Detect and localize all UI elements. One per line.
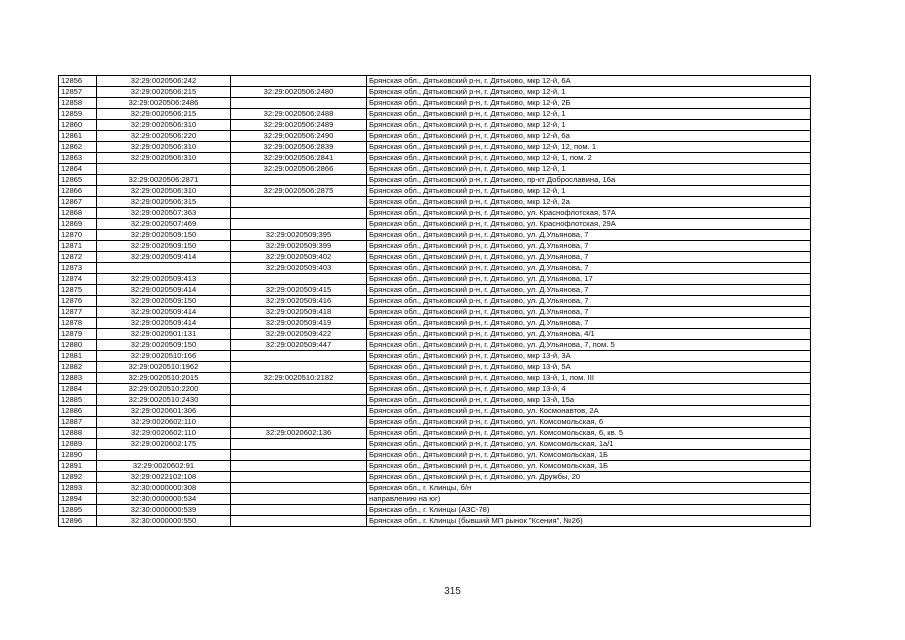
- table-row: [59, 450, 811, 461]
- related-cadastral-number-cell: 32:29:0020509:402: [231, 252, 367, 263]
- related-cadastral-number-cell: [231, 505, 367, 516]
- register-table: [58, 75, 811, 527]
- cadastral-number-cell: 32:29:0020506:2871: [97, 175, 231, 186]
- table-row: [59, 351, 811, 362]
- related-cadastral-number-cell: [231, 98, 367, 109]
- related-cadastral-number-cell: 32:29:0020510:2182: [231, 373, 367, 384]
- record-number-cell: 12874: [59, 274, 97, 285]
- record-number-cell: 12858: [59, 98, 97, 109]
- record-number-cell: 12894: [59, 494, 97, 505]
- address-cell: Брянская обл., Дятьковский р-н, г. Дятьково, мкр 13-й, 15а: [367, 395, 811, 406]
- record-number-cell: 12866: [59, 186, 97, 197]
- table-row: [59, 439, 811, 450]
- related-cadastral-number-cell: 32:29:0020509:416: [231, 296, 367, 307]
- address-cell: Брянская обл., Дятьковский р-н, г. Дятьково, пр-кт Доброславина, 16а: [367, 175, 811, 186]
- cadastral-number-cell: 32:29:0020510:166: [97, 351, 231, 362]
- cadastral-number-cell: 32:29:0020506:215: [97, 109, 231, 120]
- table-row: [59, 461, 811, 472]
- table-row: [59, 164, 811, 175]
- cadastral-number-cell: 32:30:0000000:550: [97, 516, 231, 527]
- related-cadastral-number-cell: [231, 483, 367, 494]
- table-row: [59, 186, 811, 197]
- related-cadastral-number-cell: 32:29:0020509:415: [231, 285, 367, 296]
- cadastral-number-cell: 32:29:0020509:414: [97, 285, 231, 296]
- address-cell: Брянская обл., Дятьковский р-н, г. Дятьково, мкр 12-й, 6а: [367, 131, 811, 142]
- table-row: [59, 307, 811, 318]
- table-row: [59, 329, 811, 340]
- address-cell: Брянская обл., Дятьковский р-н, г. Дятьково, ул. Д.Ульянова, 4/1: [367, 329, 811, 340]
- related-cadastral-number-cell: [231, 406, 367, 417]
- related-cadastral-number-cell: 32:29:0020509:419: [231, 318, 367, 329]
- record-number-cell: 12875: [59, 285, 97, 296]
- table-row: [59, 395, 811, 406]
- address-cell: Брянская обл., Дятьковский р-н, г. Дятьково, мкр 12-й, 2Б: [367, 98, 811, 109]
- cadastral-number-cell: 32:30:0000000:308: [97, 483, 231, 494]
- record-number-cell: 12867: [59, 197, 97, 208]
- address-cell: Брянская обл., Дятьковский р-н, г. Дятьково, ул. Д.Ульянова, 7: [367, 285, 811, 296]
- table-row: [59, 175, 811, 186]
- table-row: [59, 197, 811, 208]
- address-cell: Брянская обл., Дятьковский р-н, г. Дятьково, ул. Д.Ульянова, 7: [367, 296, 811, 307]
- cadastral-number-cell: 32:29:0022102:108: [97, 472, 231, 483]
- cadastral-number-cell: 32:29:0020602:110: [97, 428, 231, 439]
- address-cell: Брянская обл., Дятьковский р-н, г. Дятьково, мкр 12-й, 1: [367, 164, 811, 175]
- address-cell: Брянская обл., Дятьковский р-н, г. Дятьково, ул. Д.Ульянова, 7: [367, 230, 811, 241]
- record-number-cell: 12878: [59, 318, 97, 329]
- record-number-cell: 12870: [59, 230, 97, 241]
- cadastral-number-cell: 32:29:0020506:310: [97, 142, 231, 153]
- related-cadastral-number-cell: [231, 461, 367, 472]
- page-number: 315: [444, 586, 461, 597]
- address-cell: Брянская обл., Дятьковский р-н, г. Дятьково, ул. Д.Ульянова, 7: [367, 307, 811, 318]
- address-cell: Брянская обл., Дятьковский р-н, г. Дятьково, мкр 12-й, 1, пом. 2: [367, 153, 811, 164]
- cadastral-number-cell: 32:29:0020509:413: [97, 274, 231, 285]
- cadastral-number-cell: 32:29:0020506:315: [97, 197, 231, 208]
- related-cadastral-number-cell: 32:29:0020509:422: [231, 329, 367, 340]
- cadastral-number-cell: 32:29:0020601:306: [97, 406, 231, 417]
- record-number-cell: 12886: [59, 406, 97, 417]
- related-cadastral-number-cell: 32:29:0020506:2480: [231, 87, 367, 98]
- cadastral-number-cell: 32:30:0000000:539: [97, 505, 231, 516]
- address-cell: Брянская обл., Дятьковский р-н, г. Дятьково, ул. Краснофлотская, 29А: [367, 219, 811, 230]
- cadastral-number-cell: 32:29:0020506:220: [97, 131, 231, 142]
- cadastral-number-cell: 32:29:0020509:150: [97, 230, 231, 241]
- related-cadastral-number-cell: [231, 494, 367, 505]
- cadastral-number-cell: 32:29:0020501:131: [97, 329, 231, 340]
- related-cadastral-number-cell: [231, 417, 367, 428]
- related-cadastral-number-cell: 32:29:0020509:403: [231, 263, 367, 274]
- related-cadastral-number-cell: 32:29:0020602:136: [231, 428, 367, 439]
- related-cadastral-number-cell: [231, 197, 367, 208]
- address-cell: Брянская обл., Дятьковский р-н, г. Дятьково, мкр 12-й, 2а: [367, 197, 811, 208]
- related-cadastral-number-cell: [231, 76, 367, 87]
- related-cadastral-number-cell: [231, 175, 367, 186]
- table-row: [59, 285, 811, 296]
- related-cadastral-number-cell: 32:29:0020506:2839: [231, 142, 367, 153]
- related-cadastral-number-cell: 32:29:0020509:418: [231, 307, 367, 318]
- cadastral-number-cell: 32:29:0020507:363: [97, 208, 231, 219]
- record-number-cell: 12884: [59, 384, 97, 395]
- address-cell: Брянская обл., Дятьковский р-н, г. Дятьково, мкр 12-й, 1: [367, 87, 811, 98]
- table-row: [59, 98, 811, 109]
- table-row: [59, 120, 811, 131]
- cadastral-number-cell: [97, 450, 231, 461]
- address-cell: Брянская обл., Дятьковский р-н, г. Дятьково, ул. Краснофлотская, 57А: [367, 208, 811, 219]
- table-row: [59, 472, 811, 483]
- address-cell: Брянская обл., Дятьковский р-н, г. Дятьково, ул. Д.Ульянова, 7: [367, 252, 811, 263]
- table-row: [59, 274, 811, 285]
- cadastral-number-cell: 32:29:0020506:310: [97, 153, 231, 164]
- record-number-cell: 12880: [59, 340, 97, 351]
- related-cadastral-number-cell: 32:29:0020506:2488: [231, 109, 367, 120]
- address-cell: Брянская обл., Дятьковский р-н, г. Дятьково, ул. Д.Ульянова, 7: [367, 263, 811, 274]
- address-cell: Брянская обл., Дятьковский р-н, г. Дятьково, ул. Д.Ульянова, 7: [367, 318, 811, 329]
- address-cell: Брянская обл., Дятьковский р-н, г. Дятьково, мкр 13-й, 4: [367, 384, 811, 395]
- record-number-cell: 12879: [59, 329, 97, 340]
- address-cell: Брянская обл., Дятьковский р-н, г. Дятьково, ул. Комсомольская, 1Б: [367, 461, 811, 472]
- table-row: [59, 241, 811, 252]
- record-number-cell: 12869: [59, 219, 97, 230]
- cadastral-number-cell: 32:29:0020506:2486: [97, 98, 231, 109]
- table-row: [59, 428, 811, 439]
- record-number-cell: 12895: [59, 505, 97, 516]
- table-row: [59, 373, 811, 384]
- address-cell: Брянская обл., Дятьковский р-н, г. Дятьково, мкр 12-й, 1: [367, 186, 811, 197]
- cadastral-number-cell: 32:29:0020510:2430: [97, 395, 231, 406]
- related-cadastral-number-cell: [231, 439, 367, 450]
- cadastral-number-cell: 32:29:0020509:150: [97, 340, 231, 351]
- cadastral-number-cell: 32:29:0020506:310: [97, 186, 231, 197]
- table-row: [59, 505, 811, 516]
- address-cell: Брянская обл., г. Клинцы (АЗС-78): [367, 505, 811, 516]
- table-row: [59, 384, 811, 395]
- address-cell: Брянская обл., Дятьковский р-н, г. Дятьково, мкр 12-й, 6А: [367, 76, 811, 87]
- address-cell: Брянская обл., Дятьковский р-н, г. Дятьково, ул. Комсомольская, 1Б: [367, 450, 811, 461]
- address-cell: Брянская обл., Дятьковский р-н, г. Дятьково, мкр 12-й, 1: [367, 109, 811, 120]
- related-cadastral-number-cell: [231, 362, 367, 373]
- table-row: [59, 296, 811, 307]
- cadastral-number-cell: 32:29:0020509:414: [97, 252, 231, 263]
- record-number-cell: 12883: [59, 373, 97, 384]
- cadastral-number-cell: 32:29:0020509:414: [97, 318, 231, 329]
- related-cadastral-number-cell: 32:29:0020506:2866: [231, 164, 367, 175]
- record-number-cell: 12888: [59, 428, 97, 439]
- record-number-cell: 12892: [59, 472, 97, 483]
- record-number-cell: 12863: [59, 153, 97, 164]
- table-row: [59, 494, 811, 505]
- cadastral-number-cell: 32:29:0020506:242: [97, 76, 231, 87]
- address-cell: Брянская обл., Дятьковский р-н, г. Дятьково, ул. Комсомольская, 6, кв. 5: [367, 428, 811, 439]
- table-row: [59, 483, 811, 494]
- related-cadastral-number-cell: [231, 395, 367, 406]
- address-cell: направлению на юг): [367, 494, 811, 505]
- cadastral-number-cell: 32:29:0020506:215: [97, 87, 231, 98]
- cadastral-number-cell: 32:29:0020602:175: [97, 439, 231, 450]
- address-cell: Брянская обл., Дятьковский р-н, г. Дятьково, ул. Д.Ульянова, 17: [367, 274, 811, 285]
- related-cadastral-number-cell: [231, 450, 367, 461]
- related-cadastral-number-cell: [231, 516, 367, 527]
- table-row: [59, 263, 811, 274]
- address-cell: Брянская обл., Дятьковский р-н, г. Дятьково, ул. Д.Ульянова, 7: [367, 241, 811, 252]
- record-number-cell: 12890: [59, 450, 97, 461]
- table-row: [59, 109, 811, 120]
- record-number-cell: 12859: [59, 109, 97, 120]
- table-row: [59, 131, 811, 142]
- table-row: [59, 417, 811, 428]
- address-cell: Брянская обл., Дятьковский р-н, г. Дятьково, ул. Комсомольская, 6: [367, 417, 811, 428]
- record-number-cell: 12873: [59, 263, 97, 274]
- table-row: [59, 230, 811, 241]
- record-number-cell: 12864: [59, 164, 97, 175]
- address-cell: Брянская обл., г. Клинцы, б/н: [367, 483, 811, 494]
- record-number-cell: 12893: [59, 483, 97, 494]
- cadastral-number-cell: 32:29:0020510:2015: [97, 373, 231, 384]
- address-cell: Брянская обл., Дятьковский р-н, г. Дятьково, ул. Комсомольская, 1а/1: [367, 439, 811, 450]
- record-number-cell: 12881: [59, 351, 97, 362]
- table-row: [59, 340, 811, 351]
- related-cadastral-number-cell: 32:29:0020509:447: [231, 340, 367, 351]
- address-cell: Брянская обл., Дятьковский р-н, г. Дятьково, ул. Космонавтов, 2А: [367, 406, 811, 417]
- record-number-cell: 12856: [59, 76, 97, 87]
- cadastral-number-cell: 32:30:0000000:534: [97, 494, 231, 505]
- table-row: [59, 87, 811, 98]
- related-cadastral-number-cell: [231, 472, 367, 483]
- record-number-cell: 12889: [59, 439, 97, 450]
- address-cell: Брянская обл., Дятьковский р-н, г. Дятьково, ул. Д.Ульянова, 7, пом. 5: [367, 340, 811, 351]
- table-row: [59, 406, 811, 417]
- record-number-cell: 12896: [59, 516, 97, 527]
- record-number-cell: 12885: [59, 395, 97, 406]
- address-cell: Брянская обл., Дятьковский р-н, г. Дятьково, ул. Дружбы, 20: [367, 472, 811, 483]
- cadastral-number-cell: 32:29:0020509:150: [97, 241, 231, 252]
- cadastral-number-cell: 32:29:0020509:414: [97, 307, 231, 318]
- cadastral-number-cell: 32:29:0020602:110: [97, 417, 231, 428]
- cadastral-number-cell: 32:29:0020506:310: [97, 120, 231, 131]
- cadastral-number-cell: [97, 164, 231, 175]
- related-cadastral-number-cell: 32:29:0020509:399: [231, 241, 367, 252]
- cadastral-number-cell: 32:29:0020509:150: [97, 296, 231, 307]
- cadastral-number-cell: [97, 263, 231, 274]
- related-cadastral-number-cell: [231, 219, 367, 230]
- table-row: [59, 219, 811, 230]
- table-row: [59, 516, 811, 527]
- cadastral-number-cell: 32:29:0020507:469: [97, 219, 231, 230]
- record-number-cell: 12872: [59, 252, 97, 263]
- table-row: [59, 208, 811, 219]
- related-cadastral-number-cell: 32:29:0020506:2841: [231, 153, 367, 164]
- record-number-cell: 12871: [59, 241, 97, 252]
- table-row: [59, 318, 811, 329]
- related-cadastral-number-cell: 32:29:0020506:2489: [231, 120, 367, 131]
- record-number-cell: 12882: [59, 362, 97, 373]
- record-number-cell: 12887: [59, 417, 97, 428]
- address-cell: Брянская обл., Дятьковский р-н, г. Дятьково, мкр 13-й, 3А: [367, 351, 811, 362]
- record-number-cell: 12865: [59, 175, 97, 186]
- record-number-cell: 12862: [59, 142, 97, 153]
- cadastral-number-cell: 32:29:0020510:2200: [97, 384, 231, 395]
- address-cell: Брянская обл., Дятьковский р-н, г. Дятьково, мкр 13-й, 1, пом. III: [367, 373, 811, 384]
- cadastral-number-cell: 32:29:0020602:91: [97, 461, 231, 472]
- table-row: [59, 142, 811, 153]
- table-row: [59, 76, 811, 87]
- address-cell: Брянская обл., г. Клинцы (бывший МП рынок "Ксения", №26): [367, 516, 811, 527]
- cadastral-number-cell: 32:29:0020510:1962: [97, 362, 231, 373]
- address-cell: Брянская обл., Дятьковский р-н, г. Дятьково, мкр 12-й, 1: [367, 120, 811, 131]
- record-number-cell: 12868: [59, 208, 97, 219]
- table-row: [59, 252, 811, 263]
- related-cadastral-number-cell: 32:29:0020506:2875: [231, 186, 367, 197]
- related-cadastral-number-cell: [231, 274, 367, 285]
- related-cadastral-number-cell: 32:29:0020509:395: [231, 230, 367, 241]
- related-cadastral-number-cell: [231, 351, 367, 362]
- record-number-cell: 12891: [59, 461, 97, 472]
- record-number-cell: 12876: [59, 296, 97, 307]
- related-cadastral-number-cell: [231, 384, 367, 395]
- record-number-cell: 12861: [59, 131, 97, 142]
- address-cell: Брянская обл., Дятьковский р-н, г. Дятьково, мкр 12-й, 12, пом. 1: [367, 142, 811, 153]
- record-number-cell: 12857: [59, 87, 97, 98]
- record-number-cell: 12877: [59, 307, 97, 318]
- record-number-cell: 12860: [59, 120, 97, 131]
- table-row: [59, 153, 811, 164]
- address-cell: Брянская обл., Дятьковский р-н, г. Дятьково, мкр 13-й, 5А: [367, 362, 811, 373]
- table-row: [59, 362, 811, 373]
- register-table-body: [59, 76, 811, 527]
- related-cadastral-number-cell: 32:29:0020506:2490: [231, 131, 367, 142]
- related-cadastral-number-cell: [231, 208, 367, 219]
